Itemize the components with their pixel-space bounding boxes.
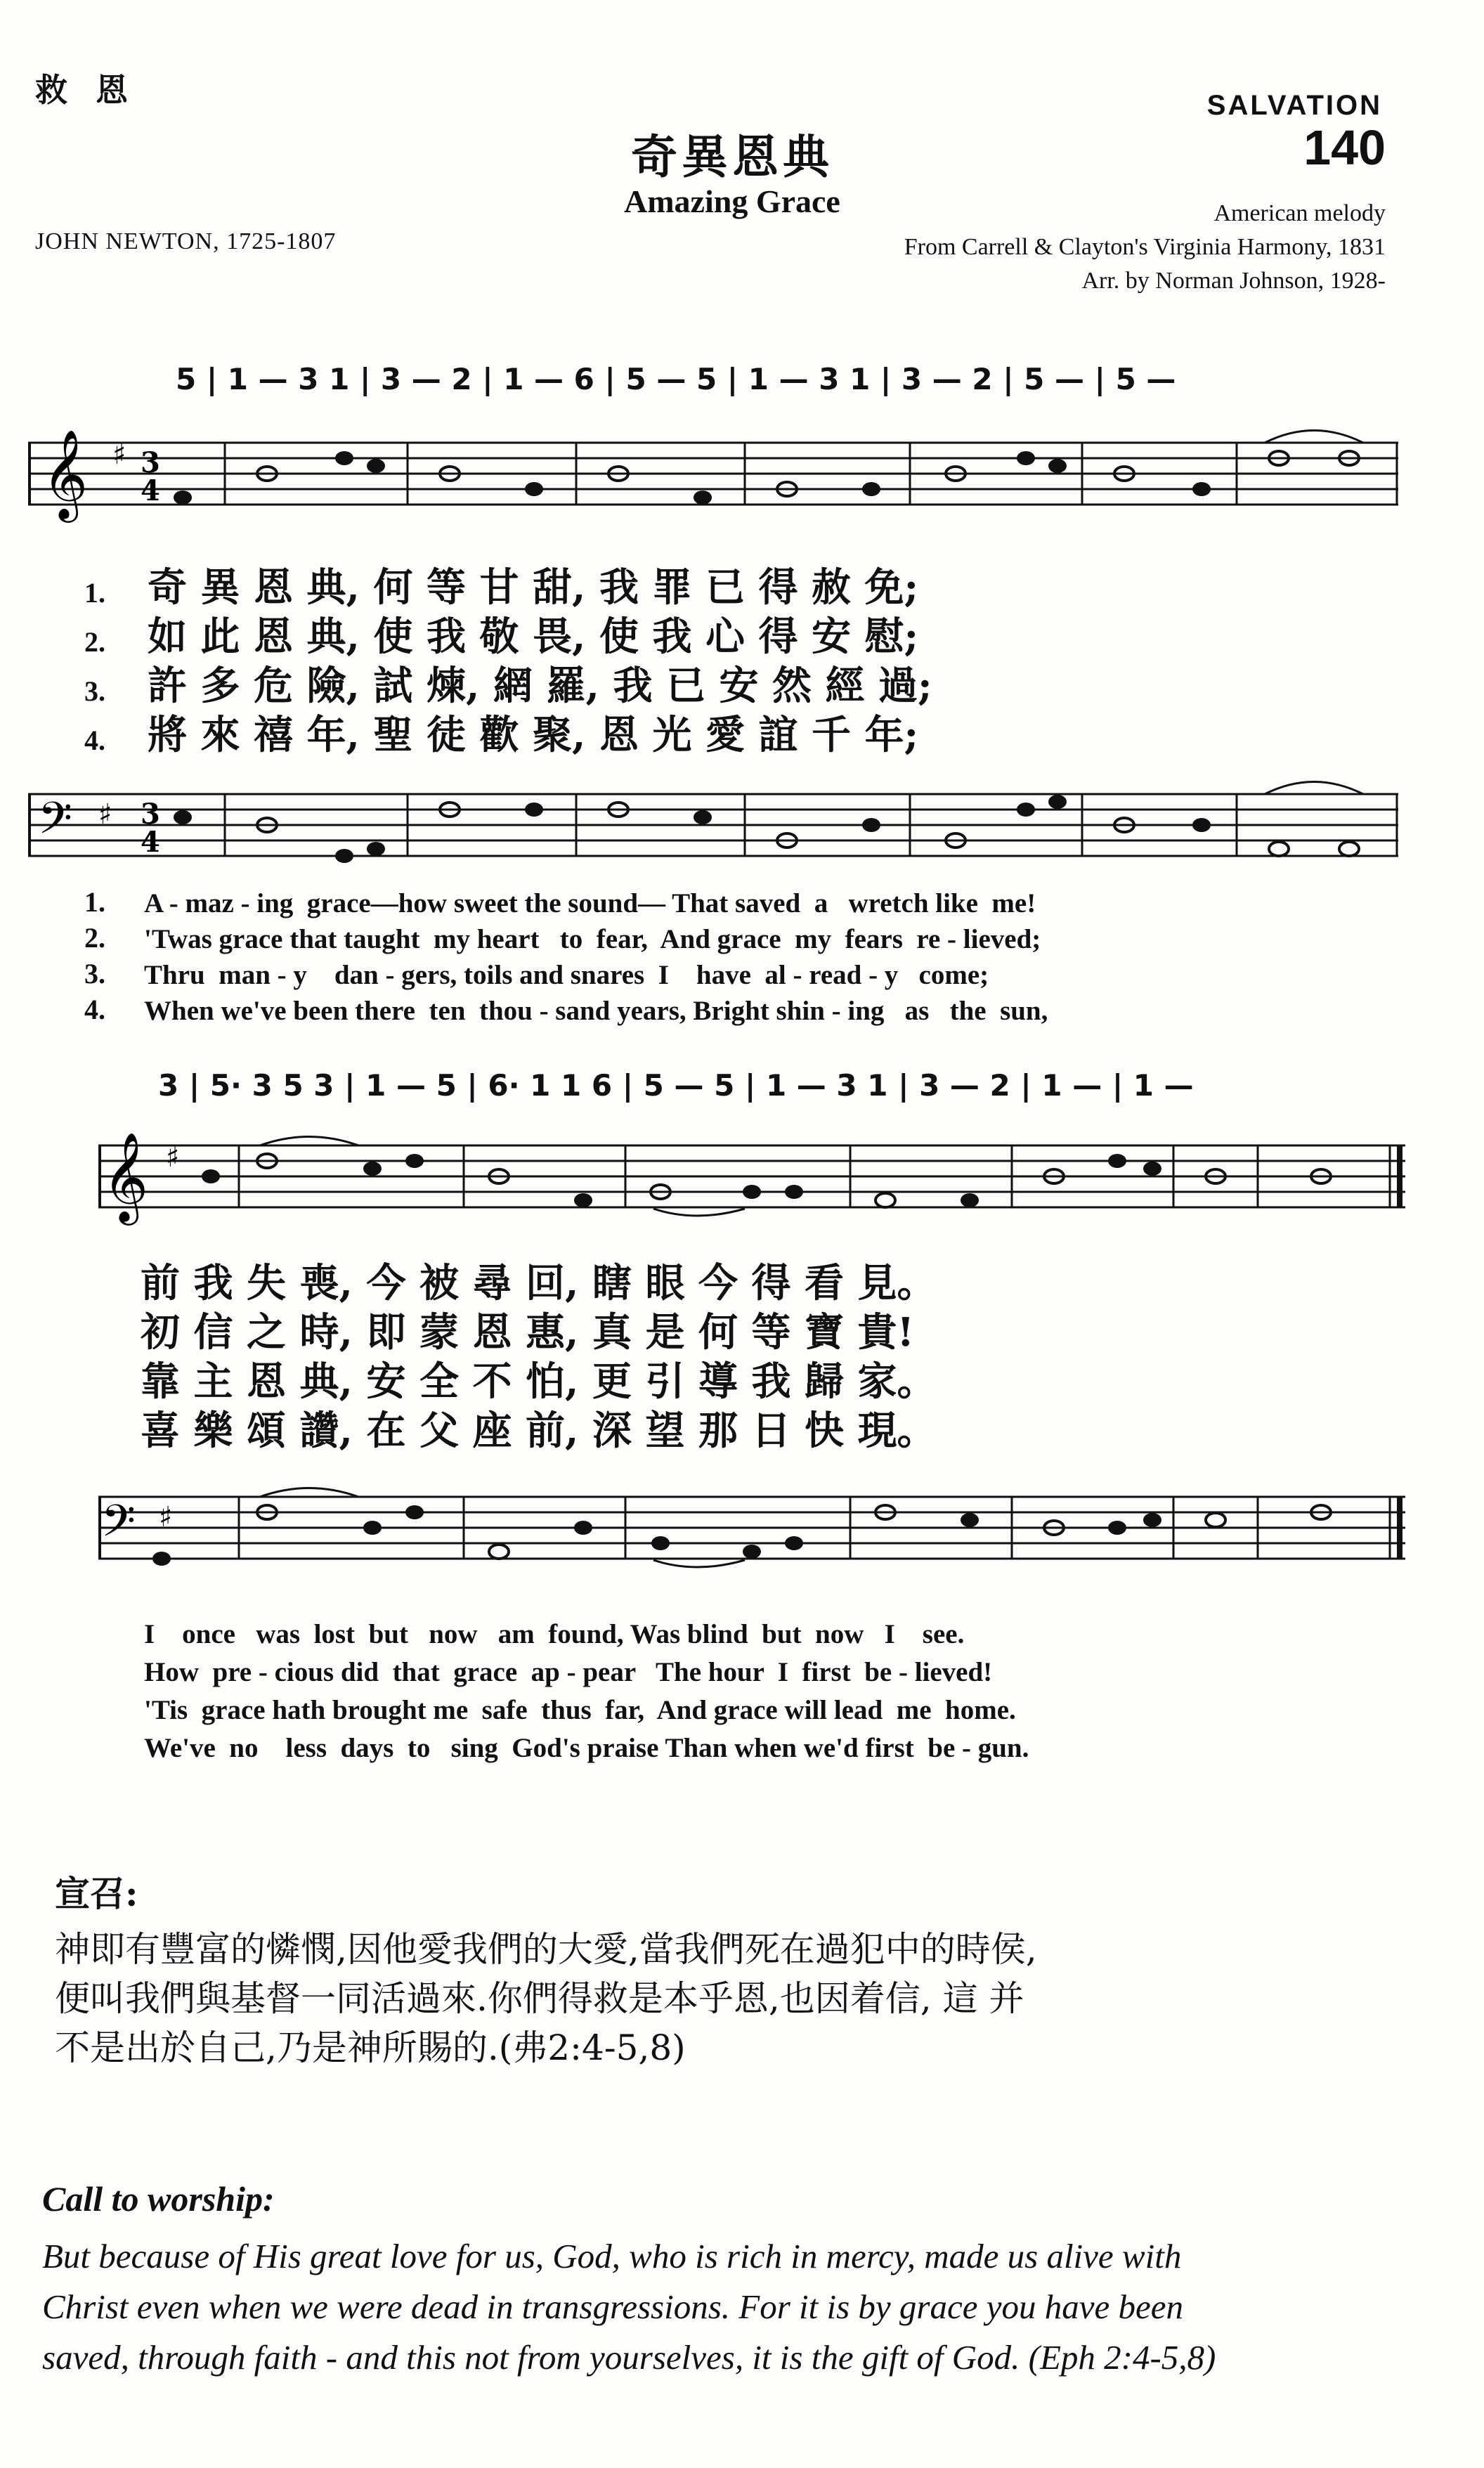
title-english: Amazing Grace: [624, 183, 840, 219]
author-credit: JOHN NEWTON, 1725-1807: [35, 228, 337, 254]
svg-text:4: 4: [141, 826, 160, 859]
verse-number: 2.: [84, 626, 105, 658]
call-to-worship-english-line: But because of His great love for us, God, who is rich in mercy, made us alive with: [42, 2237, 1182, 2275]
tune-from: From Carrell & Clayton's Virginia Harmony, 1831: [904, 234, 1386, 260]
hymn-number: 140: [1303, 120, 1386, 175]
call-to-worship-chinese-line: 神即有豐富的憐憫,因他愛我們的大愛,當我們死在過犯中的時侯,: [55, 1929, 1037, 1970]
chinese-lyric-verse-3b: 靠 主 恩 典, 安 全 不 怕, 更 引 導 我 歸 家。: [141, 1358, 937, 1405]
english-lyric-verse-3a: Thru man - y dan - gers, toils and snares I have al - read - y come;: [144, 960, 989, 990]
call-to-worship-heading-english: Call to worship:: [42, 2179, 275, 2219]
svg-text:3: 3: [141, 446, 160, 479]
jianpu-line-2: 3 | 5· 3 5 3 | 1 — 5 | 6· 1 1 6 | 5 — 5 | 1 — 3 1 | 3 — 2 | 1 — | 1 —: [158, 1068, 1194, 1103]
category-english: SALVATION: [1206, 90, 1382, 121]
chinese-lyric-verse-4a: 將 來 禧 年, 聖 徒 歡 聚, 恩 光 愛 誼 千 年;: [148, 712, 919, 758]
treble-staff-1: [28, 422, 1398, 527]
chinese-lyric-verse-1a: 奇 異 恩 典, 何 等 甘 甜, 我 罪 已 得 赦 免;: [148, 564, 919, 611]
call-to-worship-chinese-line: 不是出於自己,乃是神所賜的.(弗2:4-5,8): [55, 2027, 686, 2068]
call-to-worship-chinese-line: 便叫我們與基督一同活過來.你們得救是本乎恩,也因着信, 這 并: [55, 1978, 1024, 2019]
english-lyric-verse-3b: 'Tis grace hath brought me safe thus far, And grace will lead me home.: [144, 1695, 1016, 1725]
chinese-lyric-verse-1b: 前 我 失 喪, 今 被 尋 回, 瞎 眼 今 得 看 見。: [141, 1260, 937, 1306]
verse-number: 2.: [84, 922, 105, 954]
verse-number: 3.: [84, 675, 105, 707]
title-chinese: 奇異恩典: [631, 129, 833, 184]
bass-staff-1: [28, 773, 1398, 878]
svg-text:3: 3: [141, 798, 160, 831]
svg-text:𝄞: 𝄞: [42, 429, 89, 519]
call-to-worship-english-line: saved, through faith - and this not from yourselves, it is the gift of God. (Eph 2:4-5,8): [42, 2338, 1216, 2377]
chinese-lyric-verse-2b: 初 信 之 時, 即 蒙 恩 惠, 真 是 何 等 寶 貴!: [141, 1309, 915, 1356]
english-lyric-verse-1a: A - maz - ing grace—how sweet the sound— That saved a wretch like me!: [144, 888, 1036, 918]
english-lyric-verse-1b: I once was lost but now am found, Was blind but now I see.: [144, 1619, 965, 1649]
svg-text:♯: ♯: [98, 798, 112, 831]
svg-text:♯: ♯: [166, 1141, 180, 1174]
english-lyric-verse-2a: 'Twas grace that taught my heart to fear, And grace my fears re - lieved;: [144, 924, 1041, 954]
tune-source: American melody: [1213, 200, 1386, 226]
call-to-worship-heading-chinese: 宣召:: [55, 1873, 138, 1914]
english-lyric-verse-2b: How pre - cious did that grace ap - pear The hour I first be - lieved!: [144, 1657, 993, 1687]
verse-number: 1.: [84, 886, 105, 918]
category-chinese: 救恩: [35, 71, 156, 109]
svg-text:♯: ♯: [112, 439, 126, 471]
verse-number: 1.: [84, 577, 105, 609]
chinese-lyric-verse-2a: 如 此 恩 典, 使 我 敬 畏, 使 我 心 得 安 慰;: [148, 613, 919, 660]
svg-text:𝄢: 𝄢: [101, 1495, 136, 1557]
treble-staff-2: [98, 1124, 1405, 1230]
svg-text:4: 4: [141, 474, 160, 507]
call-to-worship-english-line: Christ even when we were dead in transgressions. For it is by grace you have been: [42, 2287, 1183, 2326]
arranger-credit: Arr. by Norman Johnson, 1928-: [1081, 268, 1386, 294]
svg-text:𝄢: 𝄢: [38, 792, 72, 855]
english-lyric-verse-4b: We've no less days to sing God's praise Than when we'd first be - gun.: [144, 1733, 1029, 1763]
verse-number: 4.: [84, 725, 105, 756]
english-lyric-verse-4a: When we've been there ten thou - sand years, Bright shin - ing as the sun,: [144, 996, 1048, 1026]
verse-number: 3.: [84, 958, 105, 989]
chinese-lyric-verse-4b: 喜 樂 頌 讚, 在 父 座 前, 深 望 那 日 快 現。: [141, 1408, 937, 1454]
bass-staff-2: [98, 1476, 1405, 1581]
jianpu-line-1: 5 | 1 — 3 1 | 3 — 2 | 1 — 6 | 5 — 5 | 1 — 3 1 | 3 — 2 | 5 — | 5 —: [176, 362, 1176, 396]
svg-text:𝄞: 𝄞: [103, 1131, 149, 1221]
verse-number: 4.: [84, 994, 105, 1025]
chinese-lyric-verse-3a: 許 多 危 險, 試 煉, 網 羅, 我 已 安 然 經 過;: [148, 663, 932, 709]
svg-text:♯: ♯: [159, 1501, 173, 1533]
